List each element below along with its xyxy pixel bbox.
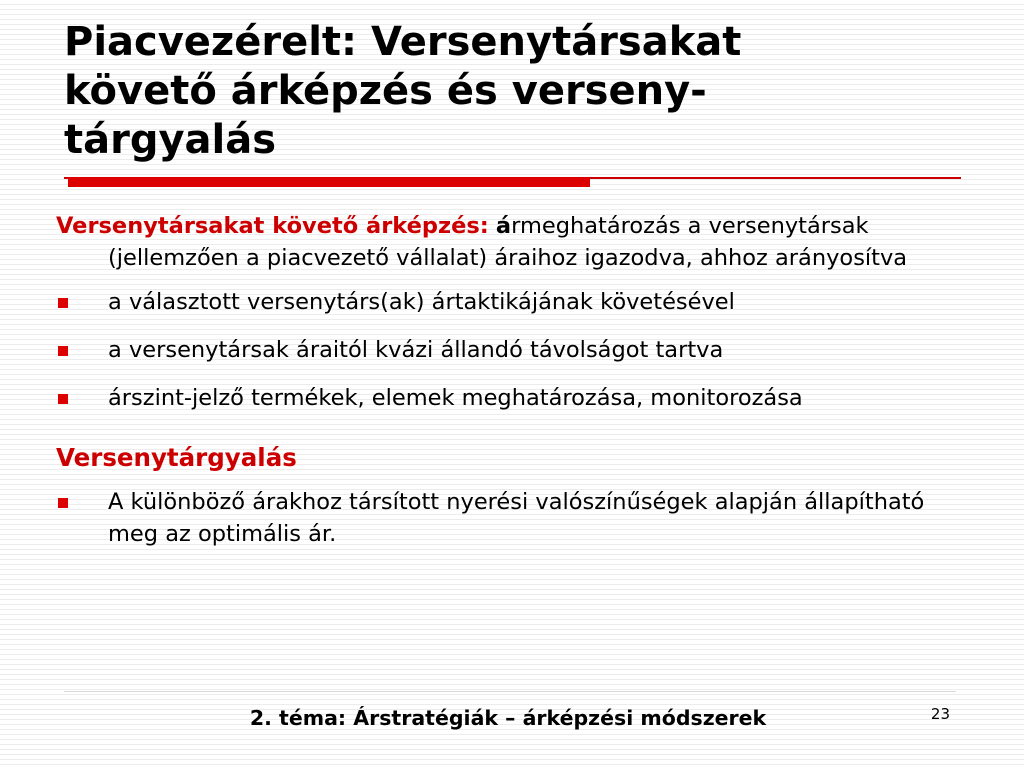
section-heading-paragraph	[56, 442, 961, 474]
bullet-item	[56, 334, 961, 366]
bullet-text: árszint-jelző termékek, elemek meghatározása, monitorozása	[108, 385, 803, 411]
section-heading-competitor-pricing: Versenytársakat követő árképzés:	[56, 213, 489, 239]
red-square-bullet-icon	[58, 346, 68, 356]
bullet-item	[56, 382, 961, 414]
bullet-text: a választott versenytárs(ak) ártaktikájának követésével	[108, 289, 735, 315]
footer-topic: 2. téma: Árstratégiák – árképzési módszerek	[249, 706, 767, 730]
bullet-item	[56, 486, 961, 550]
section-intro-paragraph	[56, 210, 961, 274]
slide-title-line: Piacvezérelt: Versenytársakat	[64, 19, 742, 65]
slide-body	[56, 210, 961, 566]
page-number: 23	[930, 705, 950, 723]
slide-title-line: tárgyalás	[64, 117, 277, 163]
red-square-bullet-icon	[58, 394, 68, 404]
bullet-text: A különböző árakhoz társított nyerési valószínűségek alapján állapítható meg az optimális ár.	[108, 489, 925, 547]
section-heading-competitive-bidding: Versenytárgyalás	[56, 443, 297, 472]
lead-letter: á	[495, 213, 512, 239]
red-square-bullet-icon	[58, 498, 68, 508]
section-intro-text: rmeghatározás a versenytársak (jellemzően a piacvezető vállalat) áraihoz igazodva, ahhoz arányosítva	[108, 213, 908, 271]
bullet-text: a versenytársak áraitól kvázi állandó távolságot tartva	[108, 337, 724, 363]
bullet-item	[56, 286, 961, 318]
title-underline-accent-bar	[68, 177, 590, 187]
footer-divider	[64, 691, 956, 692]
slide-title	[64, 18, 964, 165]
red-square-bullet-icon	[58, 298, 68, 308]
slide-title-line: követő árképzés és verseny-	[64, 68, 707, 114]
